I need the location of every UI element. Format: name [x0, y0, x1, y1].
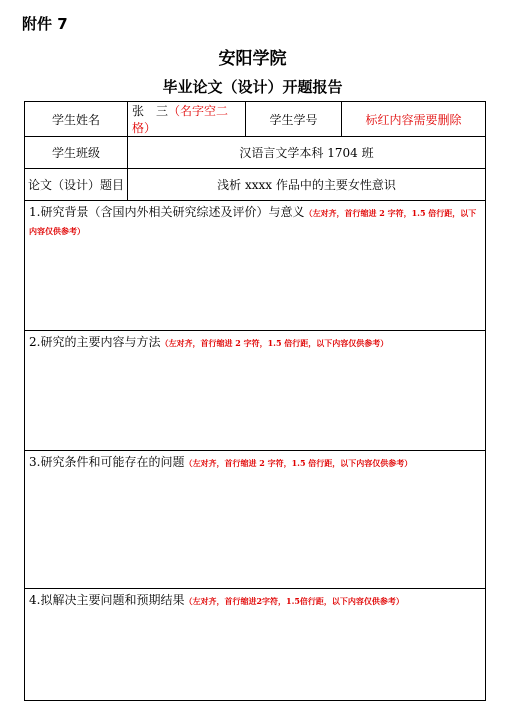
table-row — [25, 331, 486, 451]
section-expected-results[interactable] — [25, 589, 486, 701]
student-id-value[interactable]: 标红内容需要删除 — [342, 102, 486, 137]
school-name: 安阳学院 — [218, 49, 287, 69]
table-row — [25, 451, 486, 589]
student-name-cell[interactable] — [128, 102, 246, 137]
table-row — [25, 102, 486, 137]
section-conditions-problems[interactable] — [25, 451, 486, 589]
attachment-label: 附件 7 — [22, 15, 68, 33]
section-note: （左对齐，首行缩进 2 字符，1.5 倍行距，以下内容仅供参考） — [184, 458, 413, 468]
proposal-form-table — [24, 101, 486, 701]
table-row — [25, 137, 486, 169]
section-note: （左对齐，首行缩进 2 字符，1.5 倍行距，以下内容仅供参考） — [29, 208, 477, 236]
section-title: 2.研究的主要内容与方法 — [29, 335, 161, 349]
student-id-label: 学生学号 — [246, 102, 342, 137]
student-name-label: 学生姓名 — [25, 102, 128, 137]
document-title: 毕业论文（设计）开题报告 — [162, 78, 343, 96]
student-name-note: （名字空二格） — [132, 104, 229, 135]
section-title: 1.研究背景（含国内外相关研究综述及评价）与意义 — [29, 205, 305, 219]
table-row — [25, 169, 486, 201]
thesis-title-label: 论文（设计）题目 — [25, 169, 128, 201]
section-title: 3.研究条件和可能存在的问题 — [29, 455, 185, 469]
student-name-value: 张 三 — [132, 104, 169, 118]
table-row — [25, 589, 486, 701]
section-title: 4.拟解决主要问题和预期结果 — [29, 593, 185, 607]
thesis-title-value[interactable]: 浅析 xxxx 作品中的主要女性意识 — [128, 169, 486, 201]
table-row — [25, 201, 486, 331]
student-class-label: 学生班级 — [25, 137, 128, 169]
section-note: （左对齐，首行缩进2字符，1.5倍行距，以下内容仅供参考） — [184, 596, 404, 606]
section-content-methods[interactable] — [25, 331, 486, 451]
section-background[interactable] — [25, 201, 486, 331]
student-class-value[interactable]: 汉语言文学本科 1704 班 — [128, 137, 486, 169]
section-note: （左对齐，首行缩进 2 字符，1.5 倍行距，以下内容仅供参考） — [160, 338, 389, 348]
